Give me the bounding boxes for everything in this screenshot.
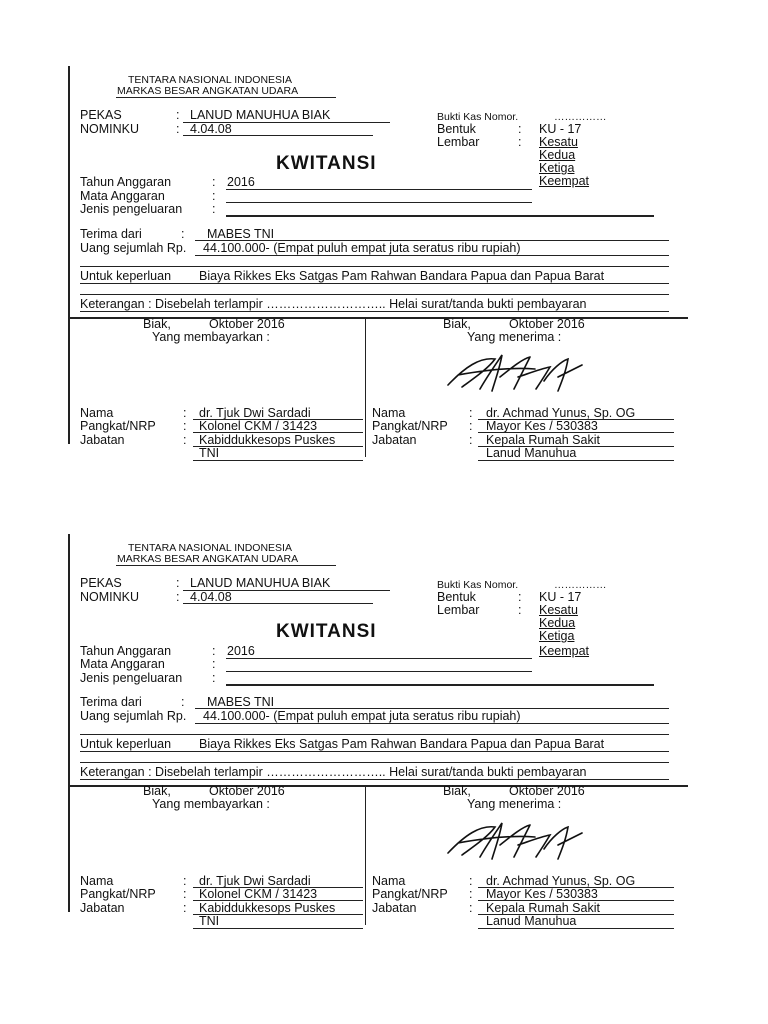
- terima-value: MABES TNI: [207, 695, 275, 709]
- payer-jabatan-label: Jabatan: [80, 433, 125, 447]
- mata-line: [226, 671, 532, 672]
- payer-jabatan-line-2: [193, 928, 363, 929]
- org-line-1: TENTARA NASIONAL INDONESIA: [128, 542, 292, 554]
- lembar-option-keempat: Keempat: [539, 644, 590, 658]
- receiver-pangkat-label: Pangkat/NRP: [372, 887, 448, 901]
- pekas-colon: :: [176, 576, 180, 590]
- receiver-nama-label: Nama: [372, 874, 406, 888]
- nominku-label: NOMINKU: [80, 122, 140, 136]
- tahun-value: 2016: [227, 644, 255, 658]
- pekas-value: LANUD MANUHUA BIAK: [190, 108, 331, 122]
- payer-pangkat-label: Pangkat/NRP: [80, 419, 156, 433]
- payer-pangkat-colon: :: [183, 887, 187, 901]
- terima-colon: :: [181, 695, 185, 709]
- org-underline: [116, 97, 336, 98]
- receiver-signature-icon: [440, 347, 590, 399]
- receipt-bottom: [0, 532, 768, 972]
- receiver-jabatan-colon: :: [469, 433, 473, 447]
- nominku-value: 4.04.08: [190, 122, 232, 136]
- tahun-label: Tahun Anggaran: [80, 644, 172, 658]
- jenis-label: Jenis pengeluaran: [80, 671, 183, 685]
- receiver-nama-label: Nama: [372, 406, 406, 420]
- payer-role: Yang membayarkan :: [152, 797, 270, 811]
- nominku-value: 4.04.08: [190, 590, 232, 604]
- keperluan-line-2: [80, 294, 669, 295]
- lembar-colon: :: [518, 135, 522, 149]
- receiver-jabatan-value-1: Kepala Rumah Sakit: [486, 433, 600, 447]
- payer-pangkat-value: Kolonel CKM / 31423: [199, 887, 318, 901]
- receiver-signature-icon: [440, 815, 590, 867]
- payer-date: Oktober 2016: [209, 784, 285, 798]
- pekas-value: LANUD MANUHUA BIAK: [190, 576, 331, 590]
- uang-line: [195, 255, 669, 256]
- jenis-colon: :: [212, 202, 216, 216]
- payer-nama-label: Nama: [80, 406, 114, 420]
- tahun-value: 2016: [227, 175, 255, 189]
- receiver-pangkat-value: Mayor Kes / 530383: [486, 419, 598, 433]
- lembar-option-kedua: Kedua: [539, 148, 576, 162]
- receiver-date: Oktober 2016: [509, 317, 585, 331]
- keperluan-value: Biaya Rikkes Eks Satgas Pam Rahwan Bandara Papua dan Papua Barat: [199, 737, 605, 751]
- payer-jabatan-line-2: [193, 460, 363, 461]
- payer-jabatan-label: Jabatan: [80, 901, 125, 915]
- keterangan-line: [80, 779, 669, 780]
- jenis-colon: :: [212, 671, 216, 685]
- tahun-line: [226, 189, 532, 190]
- mata-colon: :: [212, 657, 216, 671]
- signature-divider: [365, 317, 366, 457]
- payer-jabatan-value-2: TNI: [199, 914, 220, 928]
- receipt-top: [0, 64, 768, 504]
- receiver-jabatan-value-2: Lanud Manuhua: [486, 446, 577, 460]
- payer-jabatan-colon: :: [183, 433, 187, 447]
- receiver-nama-colon: :: [469, 406, 473, 420]
- header-separator: [226, 684, 654, 686]
- mata-line: [226, 202, 532, 203]
- bentuk-label: Bentuk: [437, 122, 476, 136]
- org-line-2: MARKAS BESAR ANGKATAN UDARA: [117, 85, 299, 97]
- pekas-label: PEKAS: [80, 108, 122, 122]
- pekas-colon: :: [176, 108, 180, 122]
- keperluan-line: [80, 283, 669, 284]
- lembar-option-ketiga: Ketiga: [539, 629, 575, 643]
- uang-line-2: [80, 734, 669, 735]
- nominku-colon: :: [176, 122, 180, 136]
- tahun-label: Tahun Anggaran: [80, 175, 172, 189]
- payer-pangkat-value: Kolonel CKM / 31423: [199, 419, 318, 433]
- bentuk-value: KU - 17: [539, 122, 582, 136]
- lembar-label: Lembar: [437, 603, 480, 617]
- bentuk-colon: :: [518, 590, 522, 604]
- receiver-date: Oktober 2016: [509, 784, 585, 798]
- mata-label: Mata Anggaran: [80, 189, 165, 203]
- left-border-line: [68, 66, 70, 444]
- receiver-jabatan-label: Jabatan: [372, 433, 417, 447]
- keperluan-line-2: [80, 762, 669, 763]
- bukti-kas-value: ……………: [554, 111, 607, 123]
- keterangan-line: [80, 311, 669, 312]
- bentuk-value: KU - 17: [539, 590, 582, 604]
- nominku-colon: :: [176, 590, 180, 604]
- payer-nama-colon: :: [183, 874, 187, 888]
- terima-label: Terima dari: [80, 227, 142, 241]
- org-line-2: MARKAS BESAR ANGKATAN UDARA: [117, 553, 299, 565]
- mata-colon: :: [212, 189, 216, 203]
- terima-value: MABES TNI: [207, 227, 275, 241]
- header-separator: [226, 215, 654, 217]
- keterangan-text: Keterangan : Disebelah terlampir ……………………….. Helai surat/tanda bukti pembayaran: [80, 765, 587, 779]
- payer-jabatan-value-2: TNI: [199, 446, 220, 460]
- payer-pangkat-colon: :: [183, 419, 187, 433]
- lembar-colon: :: [518, 603, 522, 617]
- tahun-line: [226, 658, 532, 659]
- receiver-pangkat-colon: :: [469, 419, 473, 433]
- terima-colon: :: [181, 227, 185, 241]
- receiver-nama-colon: :: [469, 874, 473, 888]
- payer-jabatan-colon: :: [183, 901, 187, 915]
- receiver-jabatan-line-2: [478, 928, 674, 929]
- jenis-label: Jenis pengeluaran: [80, 202, 183, 216]
- bukti-kas-label: Bukti Kas Nomor.: [437, 111, 519, 123]
- receiver-nama-value: dr. Achmad Yunus, Sp. OG: [486, 406, 636, 420]
- lembar-label: Lembar: [437, 135, 480, 149]
- org-underline: [116, 565, 336, 566]
- payer-nama-value: dr. Tjuk Dwi Sardadi: [199, 406, 311, 420]
- payer-nama-colon: :: [183, 406, 187, 420]
- nominku-line: [183, 135, 373, 136]
- receiver-role: Yang menerima :: [467, 797, 562, 811]
- lembar-option-keempat: Keempat: [539, 174, 590, 188]
- payer-role: Yang membayarkan :: [152, 330, 270, 344]
- lembar-option-kesatu: Kesatu: [539, 135, 578, 149]
- uang-line-2: [80, 266, 669, 267]
- receiver-jabatan-label: Jabatan: [372, 901, 417, 915]
- payer-date: Oktober 2016: [209, 317, 285, 331]
- uang-label: Uang sejumlah Rp.: [80, 709, 187, 723]
- uang-line: [195, 723, 669, 724]
- keterangan-text: Keterangan : Disebelah terlampir ……………………….. Helai surat/tanda bukti pembayaran: [80, 297, 587, 311]
- nominku-line: [183, 603, 373, 604]
- keperluan-line: [80, 751, 669, 752]
- keperluan-value: Biaya Rikkes Eks Satgas Pam Rahwan Bandara Papua dan Papua Barat: [199, 269, 605, 283]
- receiver-nama-value: dr. Achmad Yunus, Sp. OG: [486, 874, 636, 888]
- left-border-line: [68, 534, 70, 912]
- uang-label: Uang sejumlah Rp.: [80, 241, 187, 255]
- document-title: KWITANSI: [276, 153, 377, 174]
- receiver-pangkat-value: Mayor Kes / 530383: [486, 887, 598, 901]
- payer-pangkat-label: Pangkat/NRP: [80, 887, 156, 901]
- payer-jabatan-value-1: Kabiddukkesops Puskes: [199, 901, 336, 915]
- receiver-place: Biak,: [443, 317, 471, 331]
- lembar-option-kesatu: Kesatu: [539, 603, 578, 617]
- receiver-jabatan-line-2: [478, 460, 674, 461]
- receiver-jabatan-value-1: Kepala Rumah Sakit: [486, 901, 600, 915]
- payer-place: Biak,: [143, 317, 171, 331]
- payer-jabatan-value-1: Kabiddukkesops Puskes: [199, 433, 336, 447]
- signature-divider: [365, 785, 366, 925]
- uang-value: 44.100.000- (Empat puluh empat juta seratus ribu rupiah): [203, 709, 521, 723]
- bukti-kas-value: ……………: [554, 579, 607, 591]
- nominku-label: NOMINKU: [80, 590, 140, 604]
- bentuk-colon: :: [518, 122, 522, 136]
- terima-label: Terima dari: [80, 695, 142, 709]
- pekas-label: PEKAS: [80, 576, 122, 590]
- receiver-role: Yang menerima :: [467, 330, 562, 344]
- uang-value: 44.100.000- (Empat puluh empat juta seratus ribu rupiah): [203, 241, 521, 255]
- receiver-pangkat-colon: :: [469, 887, 473, 901]
- keperluan-label: Untuk keperluan: [80, 269, 172, 283]
- bentuk-label: Bentuk: [437, 590, 476, 604]
- receiver-pangkat-label: Pangkat/NRP: [372, 419, 448, 433]
- org-line-1: TENTARA NASIONAL INDONESIA: [128, 74, 292, 86]
- payer-nama-value: dr. Tjuk Dwi Sardadi: [199, 874, 311, 888]
- lembar-option-kedua: Kedua: [539, 616, 576, 630]
- lembar-option-ketiga: Ketiga: [539, 161, 575, 175]
- receiver-place: Biak,: [443, 784, 471, 798]
- receiver-jabatan-value-2: Lanud Manuhua: [486, 914, 577, 928]
- keperluan-label: Untuk keperluan: [80, 737, 172, 751]
- tahun-colon: :: [212, 175, 216, 189]
- tahun-colon: :: [212, 644, 216, 658]
- receiver-jabatan-colon: :: [469, 901, 473, 915]
- payer-nama-label: Nama: [80, 874, 114, 888]
- payer-place: Biak,: [143, 784, 171, 798]
- bukti-kas-label: Bukti Kas Nomor.: [437, 579, 519, 591]
- document-title: KWITANSI: [276, 621, 377, 642]
- mata-label: Mata Anggaran: [80, 657, 165, 671]
